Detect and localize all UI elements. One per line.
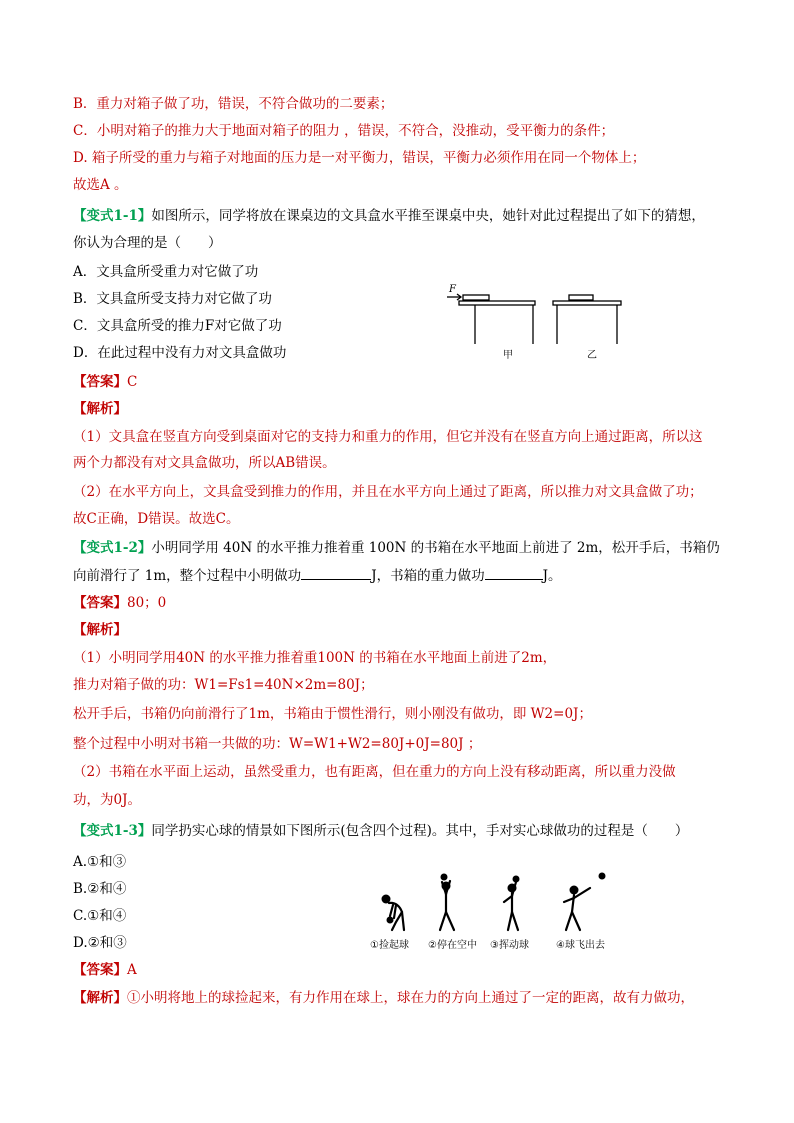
answer-value: C xyxy=(127,374,138,390)
analysis-line: （2）在水平方向上，文具盒受到推力的作用，并且在水平方向上通过了距离，所以推力对文具盒做了功； xyxy=(73,484,703,500)
answer-tag: 【答案】 xyxy=(73,374,127,390)
variant-tag: 【变式1-1】 xyxy=(73,208,152,224)
option-c: C．文具盒所受的推力F对它做了功 xyxy=(73,318,282,334)
analysis-line: 推力对箱子做的功：W1=Fs1=40N×2m=80J； xyxy=(73,677,374,693)
desk-yi xyxy=(553,295,621,344)
variant-tag: 【变式1-3】 xyxy=(73,823,152,839)
answer-value: A xyxy=(127,962,137,978)
caption-2: ②停在空中 xyxy=(428,940,477,951)
caption-1: ①捡起球 xyxy=(370,940,409,951)
variant-1-1-stem-2: 你认为合理的是（ ） xyxy=(73,235,222,251)
stem-text: 向前滑行了 1m，整个过程中小明做功 xyxy=(73,568,302,584)
analysis-line: 整个过程中小明对书箱一共做的功：W=W1+W2=80J+0J=80J ； xyxy=(73,736,482,752)
analysis-line: 松开手后，书箱仍向前滑行了1m，书箱由于惯性滑行，则小刚没有做功，即 W2=0J； xyxy=(73,706,592,722)
option-b-explanation: B．重力对箱子做了功，错误，不符合做功的二要素； xyxy=(73,96,394,112)
stem-text: 同学扔实心球的情景如下图所示(包含四个过程)。其中，手对实心球做功的过程是（ ） xyxy=(151,823,689,839)
answer-value: 80；0 xyxy=(127,595,167,611)
conclusion: 故选A 。 xyxy=(73,177,128,193)
label-yi: 乙 xyxy=(587,350,597,361)
option-a: A.①和③ xyxy=(73,854,127,870)
option-d-explanation: D. 箱子所受的重力与箱子对地面的压力是一对平衡力，错误，平衡力必须作用在同一个物体上； xyxy=(73,150,646,166)
figure-swing-ball xyxy=(504,876,520,931)
caption-3: ③挥动球 xyxy=(490,940,529,951)
variant-1-2-stem xyxy=(73,538,720,558)
answer-tag: 【答案】 xyxy=(73,962,127,978)
option-c-explanation: C．小明对箱子的推力大于地面对箱子的阻力 ，错误，不符合，没推动，受平衡力的条件； xyxy=(73,123,615,139)
figure-pick-up xyxy=(382,895,405,931)
option-d: D．在此过程中没有力对文具盒做功 xyxy=(73,345,287,361)
blank-2[interactable] xyxy=(485,565,543,580)
desk-figure xyxy=(445,282,625,362)
analysis-line xyxy=(73,988,694,1008)
analysis-line: 功，为0J。 xyxy=(73,792,142,808)
answer-tag: 【答案】 xyxy=(73,595,127,611)
analysis-tag: 【解析】 xyxy=(73,622,127,638)
stem-text: 小明同学用 40N 的水平推力推着重 100N 的书箱在水平地面上前进了 2m，松开手后，书箱仍 xyxy=(151,540,720,556)
option-a: A．文具盒所受重力对它做了功 xyxy=(73,264,259,280)
analysis-text: ①小明将地上的球捡起来，有力作用在球上，球在力的方向上通过了一定的距离，故有力做功， xyxy=(127,990,694,1006)
answer-line xyxy=(73,593,166,613)
option-b: B.②和④ xyxy=(73,881,127,897)
option-c: C.①和④ xyxy=(73,908,127,924)
analysis-line: （1）文具盒在竖直方向受到桌面对它的支持力和重力的作用，但它并没有在竖直方向上通过距离，所以这 xyxy=(73,429,703,445)
label-jia: 甲 xyxy=(503,350,513,361)
variant-1-1-stem xyxy=(73,206,705,226)
force-label: F xyxy=(449,284,456,295)
figure-hold-still xyxy=(440,874,454,931)
figure-ball-flying xyxy=(564,873,606,931)
option-d: D.②和③ xyxy=(73,935,127,951)
variant-1-3-stem xyxy=(73,821,688,841)
variant-tag: 【变式1-2】 xyxy=(73,540,152,556)
desk-jia xyxy=(447,294,535,344)
stem-text: J，书箱的重力做功 xyxy=(371,568,485,584)
blank-1[interactable] xyxy=(301,565,371,580)
analysis-line: 两个力都没有对文具盒做功，所以AB错误。 xyxy=(73,455,336,471)
ball-throw-figure xyxy=(368,872,618,954)
answer-line xyxy=(73,960,137,980)
variant-1-2-stem-2 xyxy=(73,565,562,586)
analysis-tag: 【解析】 xyxy=(73,401,127,417)
option-b: B．文具盒所受支持力对它做了功 xyxy=(73,291,272,307)
analysis-tag: 【解析】 xyxy=(73,990,127,1006)
caption-4: ④球飞出去 xyxy=(556,940,605,951)
analysis-line: 故C正确，D错误。故选C。 xyxy=(73,511,240,527)
stem-text: 如图所示，同学将放在课桌边的文具盒水平推至课桌中央，她针对此过程提出了如下的猜想， xyxy=(151,208,705,224)
analysis-line: （2）书箱在水平面上运动，虽然受重力，也有距离，但在重力的方向上没有移动距离，所以重力没做 xyxy=(73,764,676,780)
analysis-line: （1）小明同学用40N 的水平推力推着重100N 的书箱在水平地面上前进了2m， xyxy=(73,650,557,666)
answer-line xyxy=(73,372,137,392)
stem-text: J。 xyxy=(542,568,562,584)
